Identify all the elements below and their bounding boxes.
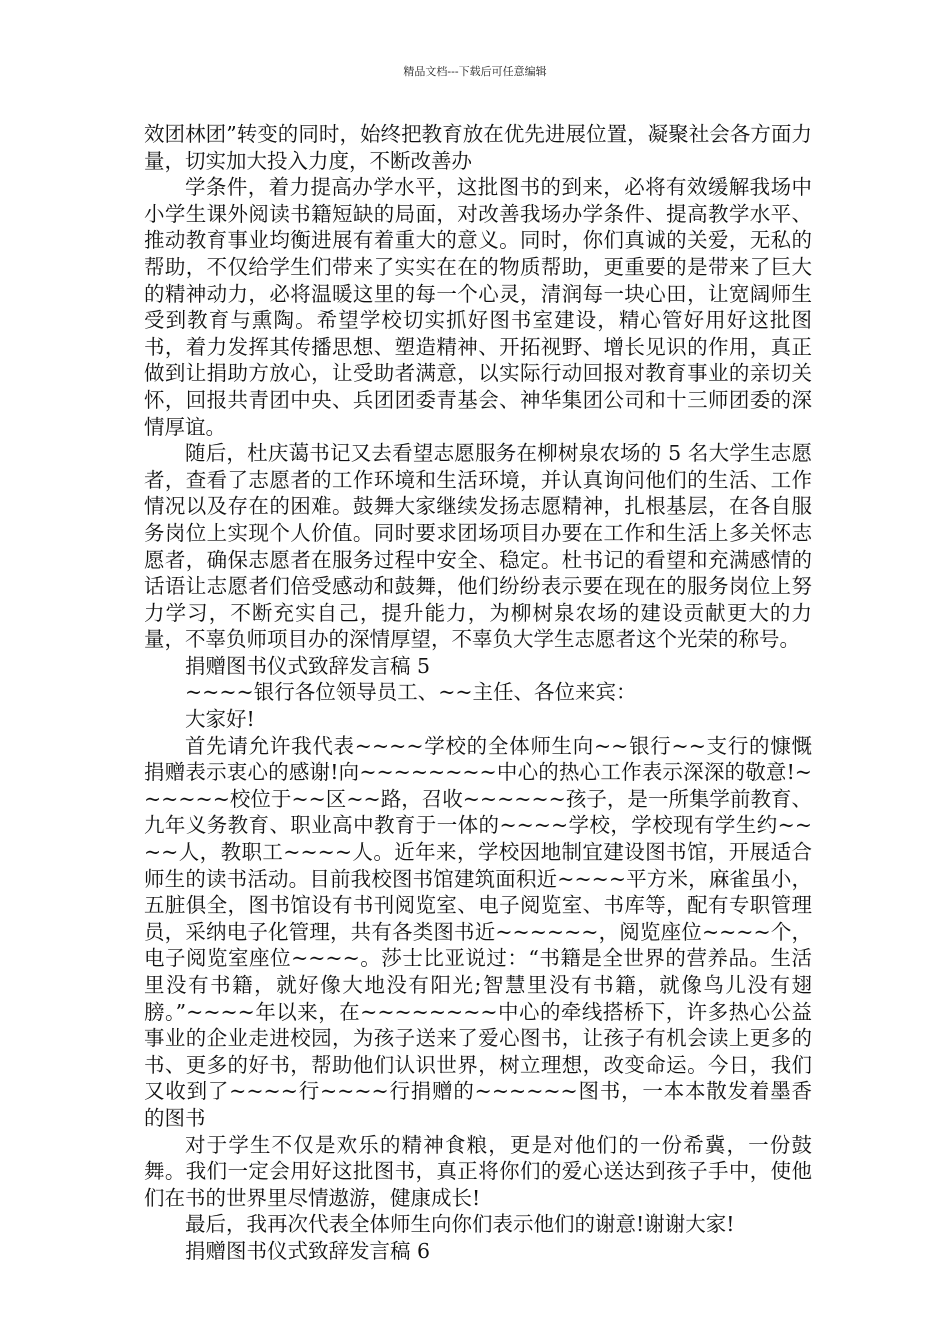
- paragraph: 首先请允许我代表~~~~学校的全体师生向~~银行~~支行的慷慨捐赠表示衷心的感谢!向~~~~~~~~中心的热心工作表示深深的敬意!~~~~~~校位于~~区~~路，召收~~~~~~孩子，是一所集学前教育、九年义务教育、职业高中教育于一体的~~~~学校，学校现有学生约~~~~人，教职工~~~~人。近年来，学校因地制宜建设图书馆，开展适合师生的读书活动。目前我校图书馆建筑面积近~~~~平方米，麻雀虽小，五脏俱全，图书馆设有书刊阅览室、电子阅览室、书库等，配有专职管理员，采纳电子化管理，共有各类图书近~~~~~~，阅览座位~~~~个，电子阅览室座位~~~~。莎士比亚说过：“书籍是全世界的营养品。生活里没有书籍，就好像大地没有阳光;智慧里没有书籍，就像鸟儿没有翅膀。”~~~~年以来，在~~~~~~~~中心的牵线搭桥下，许多热心公益事业的企业走进校园，为孩子送来了爱心图书，让孩子有机会读上更多的书、更多的好书，帮助他们认识世界，树立理想，改变命运。今日，我们又收到了~~~~行~~~~行捐赠的~~~~~~图书，一本本散发着墨香的图书: [144, 733, 812, 1130]
- paragraph: 随后，杜庆蔼书记又去看望志愿服务在柳树泉农场的 5 名大学生志愿者，查看了志愿者的工作环境和生活环境，并认真询问他们的生活、工作情况以及存在的困难。鼓舞大家继续发扬志愿精神，扎根基层，在各自服务岗位上实现个人价值。同时要求团场项目办要在工作和生活上多关怀志愿者，确保志愿者在服务过程中安全、稳定。杜书记的看望和充满感情的话语让志愿者们倍受感动和鼓舞，他们纷纷表示要在现在的服务岗位上努力学习，不断充实自己，提升能力，为柳树泉农场的建设贡献更大的力量，不辜负师项目办的深情厚望，不辜负大学生志愿者这个光荣的称号。: [144, 441, 812, 652]
- page-header: 精品文档---下载后可任意编辑: [403, 65, 547, 78]
- closing: 最后，我再次代表全体师生向你们表示他们的谢意!谢谢大家!: [185, 1212, 735, 1237]
- paragraph: 对于学生不仅是欢乐的精神食粮，更是对他们的一份希冀，一份鼓舞。我们一定会用好这批图书，真正将你们的爱心送达到孩子手中，使他们在书的世界里尽情遨游，健康成长!: [144, 1132, 812, 1210]
- document-body: [144, 121, 812, 1265]
- salutation: ~~~~银行各位领导员工、~~主任、各位来宾：: [185, 680, 637, 705]
- section-title: 捐赠图书仪式致辞发言稿 6: [185, 1238, 431, 1263]
- section-title: 捐赠图书仪式致辞发言稿 5: [185, 653, 431, 678]
- paragraph: 效团林团”转变的同时，始终把教育放在优先进展位置，凝聚社会各方面力量，切实加大投入力度，不断改善办: [144, 122, 812, 173]
- greeting: 大家好!: [185, 707, 255, 732]
- paragraph: 学条件，着力提高办学水平，这批图书的到来，必将有效缓解我场中小学生课外阅读书籍短缺的局面，对改善我场办学条件、提高教学水平、推动教育事业均衡进展有着重大的意义。同时，你们真诚的关爱，无私的帮助，不仅给学生们带来了实实在在的物质帮助，更重要的是带来了巨大的精神动力，必将温暖这里的每一个心灵，清润每一块心田，让宽阔师生受到教育与熏陶。希望学校切实抓好图书室建设，精心管好用好这批图书，着力发挥其传播思想、塑造精神、开拓视野、增长见识的作用，真正做到让捐助方放心，让受助者满意，以实际行动回报对教育事业的亲切关怀，回报共青团中央、兵团团委青基会、神华集团公司和十三师团委的深情厚谊。: [144, 175, 812, 439]
